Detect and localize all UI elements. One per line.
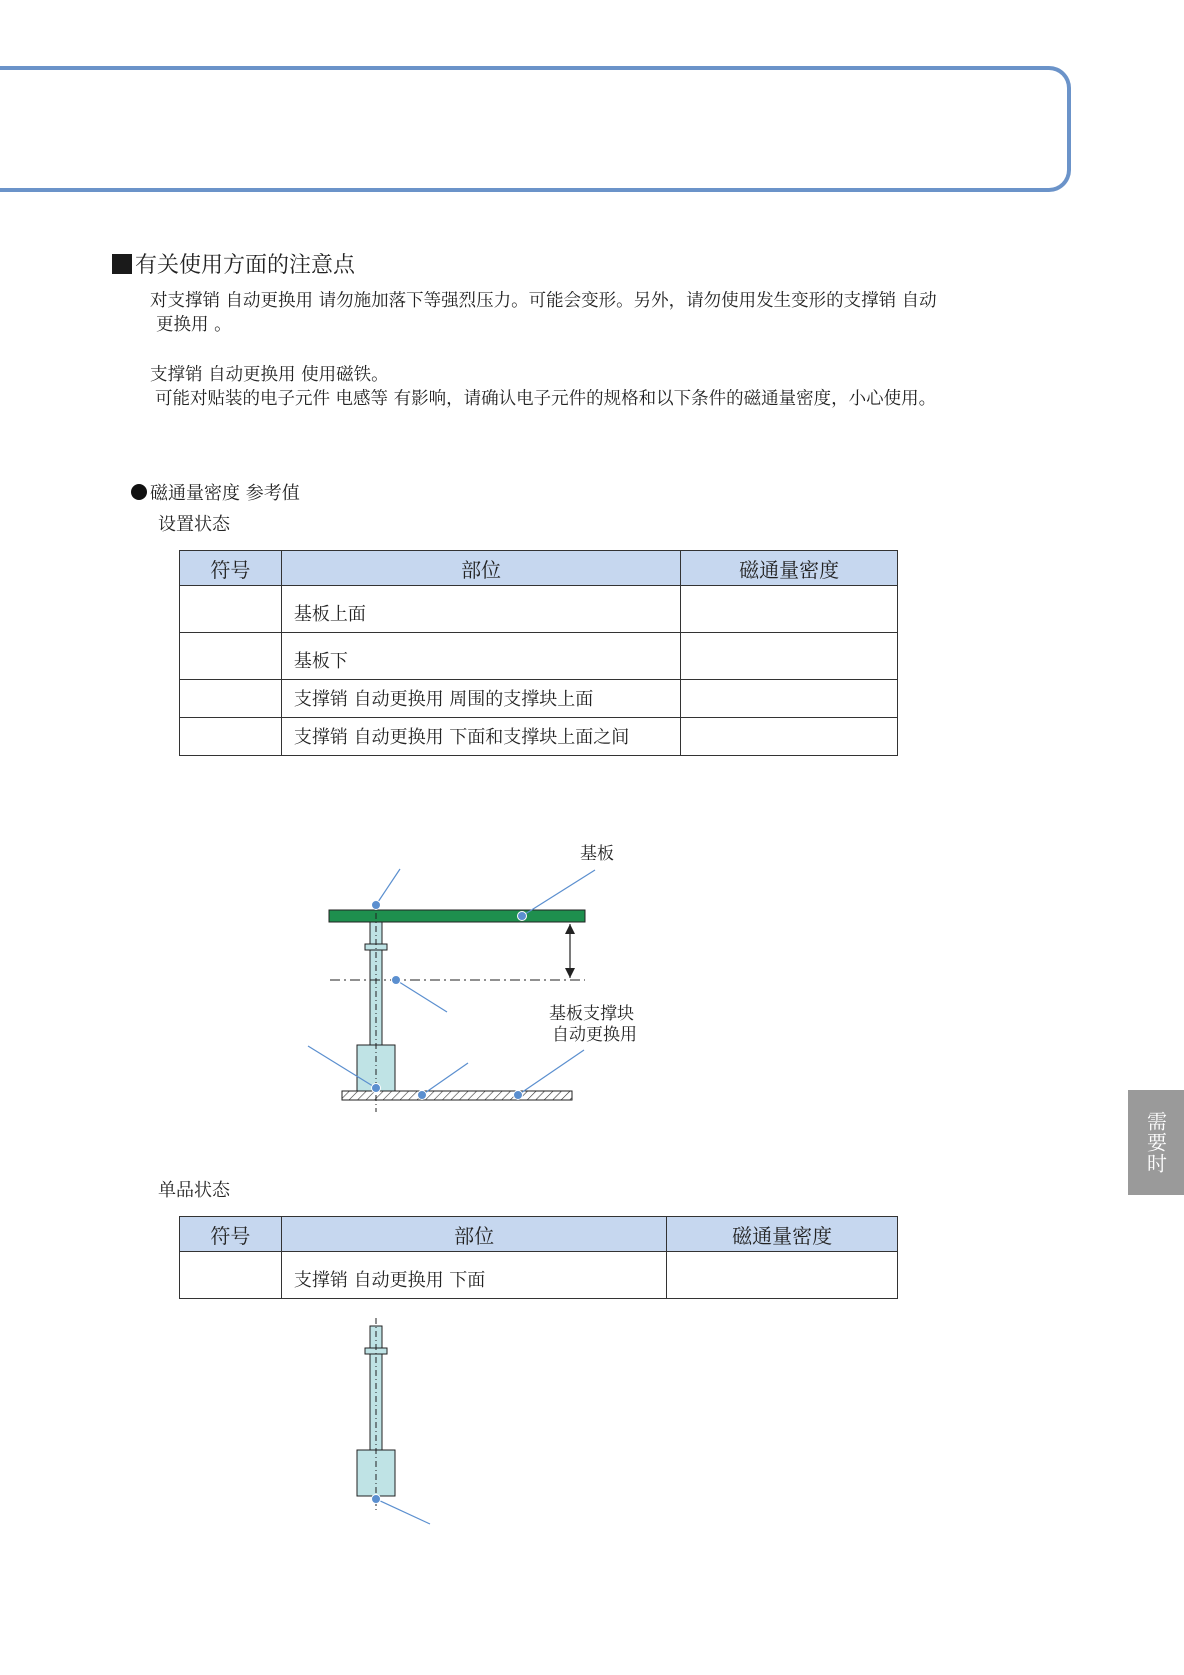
- table-row: [180, 586, 898, 633]
- cell-part: 支撑销 自动更换用 下面: [281, 1252, 666, 1299]
- single-state-diagram: [340, 1318, 450, 1528]
- arrow-up-icon: [565, 924, 575, 934]
- cell-part: 基板上面: [281, 586, 680, 633]
- cell-symbol: [180, 1252, 282, 1299]
- single-state-table: [179, 1216, 898, 1299]
- cell-symbol: [180, 633, 282, 680]
- table-row: [180, 633, 898, 680]
- section-title: 有关使用方面的注意点: [112, 248, 355, 279]
- header-frame: [0, 66, 1071, 192]
- paragraph-1-cont: 更换用 。: [156, 315, 232, 335]
- table-row: [180, 1252, 898, 1299]
- board-shape: [329, 910, 585, 922]
- installed-state-table: [179, 550, 898, 756]
- header-symbol: 符号: [180, 551, 282, 586]
- arrow-down-icon: [565, 968, 575, 978]
- callout-line: [376, 1499, 430, 1524]
- cell-symbol: [180, 718, 282, 756]
- table-row: [180, 680, 898, 718]
- cell-density: [681, 680, 898, 718]
- header-symbol: 符号: [180, 1217, 282, 1252]
- cell-density: [681, 586, 898, 633]
- header-density: 磁通量密度: [667, 1217, 898, 1252]
- bullet-dot-icon: [131, 484, 147, 500]
- installed-state-diagram: [300, 860, 620, 1120]
- square-bullet-icon: [112, 254, 132, 274]
- header-part: 部位: [281, 1217, 666, 1252]
- paragraph-1: 对支撑销 自动更换用 请勿施加落下等强烈压力。可能会变形。另外，请勿使用发生变形的支撑销 自动: [150, 291, 937, 311]
- callout-dot: [372, 1495, 381, 1504]
- installed-state-label: 设置状态: [158, 514, 230, 535]
- label-board: 基板: [580, 844, 614, 864]
- label-support-block: 基板支撑块 自动更换用: [549, 1004, 637, 1046]
- cell-density: [667, 1252, 898, 1299]
- cell-density: [681, 633, 898, 680]
- paragraph-3: 可能对贴装的电子元件 电感等 有影响，请确认电子元件的规格和以下条件的磁通量密度，小心使用。: [155, 389, 937, 409]
- cell-density: [681, 718, 898, 756]
- paragraph-2: 支撑销 自动更换用 使用磁铁。: [150, 365, 389, 385]
- cell-part: 支撑销 自动更换用 下面和支撑块上面之间: [281, 718, 680, 756]
- header-density: 磁通量密度: [681, 551, 898, 586]
- header-part: 部位: [281, 551, 680, 586]
- cell-symbol: [180, 680, 282, 718]
- single-state-label: 单品状态: [158, 1180, 230, 1201]
- ref-heading: 磁通量密度 参考值: [131, 479, 300, 505]
- cell-part: 支撑销 自动更换用 周围的支撑块上面: [281, 680, 680, 718]
- side-tab[interactable]: 需要时: [1128, 1090, 1184, 1195]
- table-row: [180, 718, 898, 756]
- callout-lines: [308, 869, 595, 1095]
- cell-part: 基板下: [281, 633, 680, 680]
- cell-symbol: [180, 586, 282, 633]
